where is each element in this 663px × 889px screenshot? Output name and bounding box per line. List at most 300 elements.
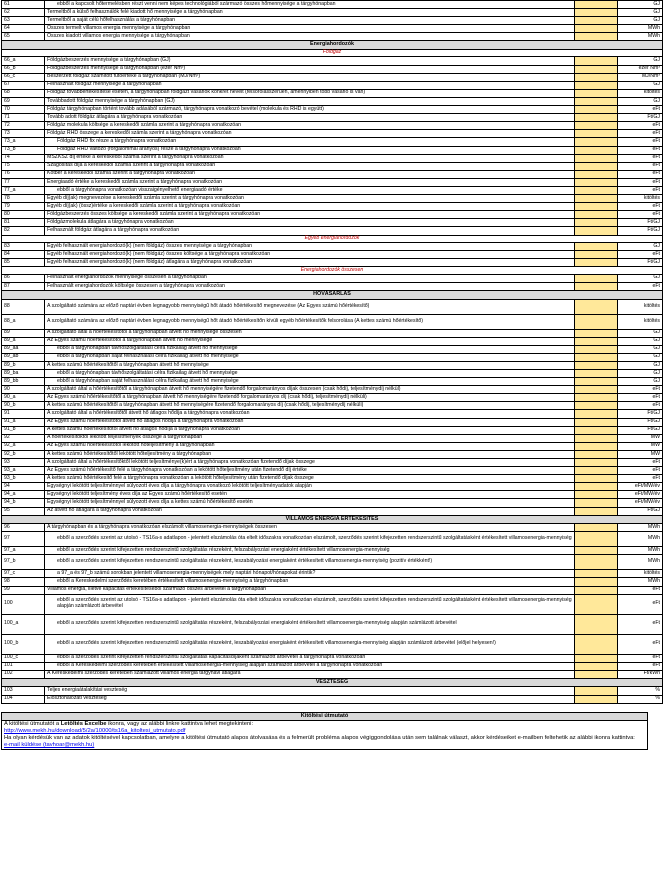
row-unit: eFt [618, 475, 663, 483]
row-unit: eFt [618, 662, 663, 670]
value-input-cell[interactable] [575, 475, 618, 483]
row-description: Felhasznált energiahordozók költsége összesen a tárgyhónapra vonatkozóan [45, 282, 575, 290]
value-input-cell[interactable] [575, 547, 618, 555]
row-description: Egyéb felhasznált energiahordozó(k) (nem földgáz) összes költsége a tárgyhónapra vonatkozóan [45, 251, 575, 259]
table-row [2, 614, 663, 634]
row-code: 74 [2, 154, 45, 162]
value-input-cell[interactable] [575, 227, 618, 235]
value-input-cell[interactable] [575, 670, 618, 678]
row-code: 88_a [2, 314, 45, 329]
row-description: Egységnyi lekötött teljesítménnyel súlyozott éves díja a kettes számú hőértékesítő esetén [45, 499, 575, 507]
row-unit: MW [618, 442, 663, 450]
value-input-cell[interactable] [575, 170, 618, 178]
value-input-cell[interactable] [575, 555, 618, 570]
row-description: Az Egyes számú hőértékesítőtől a tárgyhónapban átvett hő mennyisége [45, 337, 575, 345]
row-code: 91_a [2, 418, 45, 426]
row-description: Földgáz RHD változó (forgalommal arányos) része a tárgyhónapra vonatkozóan [45, 146, 575, 154]
row-code: 97 [2, 532, 45, 547]
row-code: 73_a [2, 138, 45, 146]
value-input-cell[interactable] [575, 186, 618, 194]
row-description: Villamos energia, illetve kapacitás értékesítéséből származó összes árbevétel a tárgyhónapban [45, 586, 575, 594]
row-description: Termeltből a saját célú hőfelhasználás a tárgyhónapban [45, 17, 575, 25]
value-input-cell[interactable] [575, 499, 618, 507]
row-description: ebből a kapcsolt hőtermelésben részt venni nem képes technológiából származó összes hőmennyisége a tárgyhónapban [45, 1, 575, 9]
value-input-cell[interactable] [575, 378, 618, 386]
value-input-cell[interactable] [575, 361, 618, 369]
value-input-cell[interactable] [575, 146, 618, 154]
table-row [2, 386, 663, 394]
value-input-cell[interactable] [575, 259, 618, 267]
section-label: Energiahordozók [2, 41, 663, 50]
row-description: A szolgáltató által a hőértékesítőtől átvett hő átlagos hődíja a tárgyhónapra vonatkozóan [45, 410, 575, 418]
table-row [2, 259, 663, 267]
value-input-cell[interactable] [575, 89, 618, 97]
value-input-cell[interactable] [575, 426, 618, 434]
value-input-cell[interactable] [575, 450, 618, 458]
row-code: 100_a [2, 614, 45, 634]
subsection-label: Földgáz [2, 49, 663, 57]
row-unit: eFt [618, 203, 663, 211]
value-input-cell[interactable] [575, 9, 618, 17]
table-row [2, 483, 663, 491]
subsection-header [2, 235, 663, 243]
row-code: 94_a [2, 491, 45, 499]
row-unit: eFt [618, 211, 663, 219]
row-unit: eFt [618, 170, 663, 178]
row-code: 66_b [2, 65, 45, 73]
row-description: Az Egyes számú hőértékesítőtől lekötött hőteljesítmény a tárgyhónapban [45, 442, 575, 450]
value-input-cell[interactable] [575, 459, 618, 467]
value-input-cell[interactable] [575, 299, 618, 314]
row-description: ebből a szerződés szerint kifejezetten rendszerszintű szolgáltatás részeként, leszabályozási energiaként értékesített villamosenergia-mennyiség alapján számlázott árbevétel (előjel helyesen!) [45, 634, 575, 654]
data-table [1, 0, 663, 704]
table-row [2, 299, 663, 314]
row-unit: GJ [618, 9, 663, 17]
row-description: Teljes energiaátalakítási veszteség [45, 687, 575, 695]
row-unit: GJ [618, 353, 663, 361]
row-code: 77_a [2, 186, 45, 194]
row-description: A tárgyhónapban és a tárgyhónapra vonatkozóan elszámolt villamosenergia-mennyiségek összesen [45, 524, 575, 532]
value-input-cell[interactable] [575, 369, 618, 377]
value-input-cell[interactable] [575, 122, 618, 130]
row-description: Termeltből a külső felhasználók felé kiadott hő mennyisége a tárgyhónapban [45, 9, 575, 17]
row-unit: eFt/MW/év [618, 491, 663, 499]
value-input-cell[interactable] [575, 570, 618, 578]
row-unit: MW [618, 434, 663, 442]
section-header [2, 678, 663, 687]
value-input-cell[interactable] [575, 467, 618, 475]
row-unit: MWh [618, 547, 663, 555]
table-row [2, 378, 663, 386]
row-description: Az Egyes számú hőértékesítőtől átvett hő átlagos hődíja a tárgyhónapra vonatkozóan [45, 418, 575, 426]
row-unit: GJ [618, 361, 663, 369]
value-input-cell[interactable] [575, 243, 618, 251]
row-unit: GJ [618, 369, 663, 377]
row-description: Egyéb díj(ak) (össz)értéke a kereskedői számla szerint a tárgyhónapra vonatkozóan [45, 203, 575, 211]
row-unit: GJ [618, 337, 663, 345]
table-row [2, 73, 663, 81]
row-code: 103 [2, 687, 45, 695]
table-row [2, 695, 663, 703]
mail-line [2, 742, 647, 749]
row-code: 93_a [2, 467, 45, 475]
row-unit: GJ [618, 378, 663, 386]
subsection-header [2, 267, 663, 275]
table-row [2, 25, 663, 33]
row-unit: eFt [618, 251, 663, 259]
row-description: Földgáz RHD összege a kereskedői számla szerint a tárgyhónapra vonatkozóan [45, 130, 575, 138]
row-code: 70 [2, 106, 45, 114]
row-description: Az Egyes számú hőértékesítő felé a tárgyhónapra vonatkozóan a lekötött hőteljesítmény után fizetendő díj értéke [45, 467, 575, 475]
row-description: ebből a tárgyhónapban saját felhasználási célra fizikailag átvett hő mennyisége [45, 353, 575, 361]
table-row [2, 314, 663, 329]
row-code: 78 [2, 195, 45, 203]
value-input-cell[interactable] [575, 394, 618, 402]
table-row [2, 578, 663, 586]
table-row [2, 361, 663, 369]
table-row [2, 203, 663, 211]
value-input-cell[interactable] [575, 17, 618, 25]
row-code: 68 [2, 89, 45, 97]
section-header [2, 41, 663, 50]
row-description: A Kereskedelmi szerződés keretében számlázott villamos energia tárgyhavi átlagára [45, 670, 575, 678]
table-row [2, 570, 663, 578]
row-unit: MWh [618, 33, 663, 41]
row-code: 93_b [2, 475, 45, 483]
value-input-cell[interactable] [575, 614, 618, 634]
section-label: HŐVÁSÁRLÁS [2, 291, 663, 300]
row-unit: eFt [618, 178, 663, 186]
row-code: 75 [2, 162, 45, 170]
value-input-cell[interactable] [575, 662, 618, 670]
row-description: ebből a szerződés szerint kifejezetten rendszerszintű szolgáltatás részeként, leszabályozási energiaként értékesített villamosenergia-mennyiség (pozitív értékként!) [45, 555, 575, 570]
row-code: 97_a [2, 547, 45, 555]
value-input-cell[interactable] [575, 594, 618, 614]
row-unit: kitöltés [618, 314, 663, 329]
row-code: 98 [2, 578, 45, 586]
row-description: A kettes számú hőértékesítőtől átvett hő átlagos hődíja a tárgyhónapra vonatkozóan [45, 426, 575, 434]
row-unit: eFt [618, 402, 663, 410]
value-input-cell[interactable] [575, 57, 618, 65]
table-row [2, 450, 663, 458]
row-code: 90_b [2, 402, 45, 410]
row-code: 87 [2, 282, 45, 290]
table-row [2, 274, 663, 282]
value-input-cell[interactable] [575, 386, 618, 394]
value-input-cell[interactable] [575, 114, 618, 122]
row-code: 92_b [2, 450, 45, 458]
row-description: Egyéb felhasznált energiahordozó(k) (nem földgáz) átlagára a tárgyhónapra vonatkozóan [45, 259, 575, 267]
row-description: Felhasznált földgáz mennyisége a tárgyhónapban [45, 81, 575, 89]
row-code: 89_aa [2, 345, 45, 353]
row-code: 100_b [2, 634, 45, 654]
row-code: 99 [2, 586, 45, 594]
table-row [2, 146, 663, 154]
row-unit: Ft/GJ [618, 426, 663, 434]
row-description: Tovább adott földgáz átlagára a tárgyhónapra vonatkozóan [45, 114, 575, 122]
row-description: A szolgáltató által a hőértékesítőtől a tárgyhónapban átvett hő mennyiségére fizetendő forgalomarányos díjak összesen (csak hődíj, teljesítménydíj nélkül) [45, 386, 575, 394]
table-row [2, 178, 663, 186]
table-row [2, 442, 663, 450]
row-description: ebből a Kereskedelmi szerződés keretében értékesített villamosenergia-mennyiség alapján számlázott árbevétel a tárgyhónapra vonatkozóan [45, 662, 575, 670]
table-row [2, 57, 663, 65]
row-unit: GJ [618, 1, 663, 9]
data-sheet [1, 0, 660, 750]
send-email-link[interactable]: e-mail küldése (tavhoar@mekh.hu) [4, 742, 95, 749]
row-description: Földgázbeszerzés összes költsége a kereskedői számla szerint a tárgyhónapra vonatkozóan [45, 211, 575, 219]
row-description: ebből a tárgyhónapban távhőszolgáltatási célra fizikailag átvett hő mennyisége [45, 369, 575, 377]
value-input-cell[interactable] [575, 130, 618, 138]
row-code: 89_ab [2, 353, 45, 361]
value-input-cell[interactable] [575, 33, 618, 41]
table-row [2, 369, 663, 377]
table-row [2, 434, 663, 442]
row-unit: eFt [618, 130, 663, 138]
table-row [2, 394, 663, 402]
table-row [2, 138, 663, 146]
row-description: Földgáz RHD fix része a tárgyhónapra vonatkozóan [45, 138, 575, 146]
row-code: 92_a [2, 442, 45, 450]
value-input-cell[interactable] [575, 314, 618, 329]
row-unit: eFt [618, 614, 663, 634]
table-row [2, 547, 663, 555]
row-unit: eFt [618, 654, 663, 662]
value-input-cell[interactable] [575, 1, 618, 9]
row-unit: MJ/Nm³ [618, 73, 663, 81]
row-code: 84 [2, 251, 45, 259]
table-row [2, 9, 663, 17]
row-unit: eFt [618, 106, 663, 114]
value-input-cell[interactable] [575, 274, 618, 282]
row-unit: MWh [618, 532, 663, 547]
table-row [2, 662, 663, 670]
row-code: 61 [2, 1, 45, 9]
row-unit: eFt [618, 122, 663, 130]
row-description: Földgáz továbbértékesítése esetén, a tárgyhónapban földgázt vásárlók konkrét neveit (felsorolásszerűen, amennyiben több vásárló is van) [45, 89, 575, 97]
value-input-cell[interactable] [575, 162, 618, 170]
row-code: 77 [2, 178, 45, 186]
value-input-cell[interactable] [575, 178, 618, 186]
guide-pdf-link[interactable]: http://www.mekh.hu/download/5/2a/10000/ts16a_kitoltesi_utmutato.pdf [4, 727, 186, 734]
value-input-cell[interactable] [575, 65, 618, 73]
value-input-cell[interactable] [575, 25, 618, 33]
value-input-cell[interactable] [575, 211, 618, 219]
value-input-cell[interactable] [575, 337, 618, 345]
value-input-cell[interactable] [575, 434, 618, 442]
row-description: ebből a szerződés szerint az utolsó - TS16a-s adatlapon - jelentett elszámolás óta eltelt időszakra vonatkozóan elszámolt, szerződés szerint kifejezetten rendszerszintű szolgáltatásként értékesített villamosenergia-mennyiség [45, 532, 575, 547]
table-row [2, 33, 663, 41]
table-row [2, 402, 663, 410]
value-input-cell[interactable] [575, 418, 618, 426]
table-row [2, 130, 663, 138]
guide-title: Kitöltési útmutató [2, 712, 647, 721]
value-input-cell[interactable] [575, 442, 618, 450]
table-row [2, 507, 663, 515]
subsection-label: Egyéb energiahordozók [2, 235, 663, 243]
table-row [2, 243, 663, 251]
row-code: 83 [2, 243, 45, 251]
row-unit: MWh [618, 524, 663, 532]
row-code: 91_b [2, 426, 45, 434]
value-input-cell[interactable] [575, 410, 618, 418]
table-row [2, 227, 663, 235]
row-description: Az Egyes számú hőértékesítőtől a tárgyhónapban átvett hő mennyiségére fizetendő forgalomarányos díj (csak hődíj, teljesítménydíj nélküli) [45, 394, 575, 402]
row-code: 97_b [2, 555, 45, 570]
row-code: 72 [2, 122, 45, 130]
guide-intro [2, 721, 647, 728]
value-input-cell[interactable] [575, 154, 618, 162]
value-input-cell[interactable] [575, 491, 618, 499]
row-description: Kötbér a kereskedői számla szerint a tárgyhónapra vonatkozóan [45, 170, 575, 178]
value-input-cell[interactable] [575, 73, 618, 81]
value-input-cell[interactable] [575, 634, 618, 654]
value-input-cell[interactable] [575, 81, 618, 89]
row-unit: Ft/GJ [618, 507, 663, 515]
table-row [2, 89, 663, 97]
row-unit: Ft/GJ [618, 418, 663, 426]
row-code: 82 [2, 227, 45, 235]
row-description: ebből a tárgyhónapban távhőszolgáltatási célra fizikailag átvett hő mennyisége [45, 345, 575, 353]
row-description: ebből a tárgyhónapban saját felhasználási célra fizikailag átvett hő mennyisége [45, 378, 575, 386]
row-code: 80 [2, 211, 45, 219]
table-row [2, 418, 663, 426]
row-unit: eFt [618, 146, 663, 154]
row-description: Földgázmolekula átlagára a tárgyhónapra vonatkozóan [45, 219, 575, 227]
row-code: 92 [2, 434, 45, 442]
row-code: 63 [2, 17, 45, 25]
row-unit: kitöltés [618, 195, 663, 203]
row-description: Egységnyi lekötött teljesítmény éves díja az Egyes számú hőértékesítő esetén [45, 491, 575, 499]
value-input-cell[interactable] [575, 578, 618, 586]
row-unit: eFt [618, 634, 663, 654]
value-input-cell[interactable] [575, 138, 618, 146]
row-unit: kitöltés [618, 570, 663, 578]
table-row [2, 211, 663, 219]
value-input-cell[interactable] [575, 524, 618, 532]
row-description: Az átvett hő átlagára a tárgyhónapra vonatkozóan [45, 507, 575, 515]
row-unit: Ft/GJ [618, 227, 663, 235]
row-unit: GJ [618, 243, 663, 251]
row-description: ebből a szerződés szerint az utolsó - TS16a-s adatlapon - jelentett elszámolás óta eltelt időszakra vonatkozóan elszámolt, szerződés szerint kifejezetten rendszerszintű szolgáltatásként értékesített villamosenergia-mennyiség alapján számlázott árbevétel [45, 594, 575, 614]
row-code: 66_c [2, 73, 45, 81]
row-description: A szolgáltató által a hőértékesítőktől lekötött teljesítménye(k)ért a tárgyhónapra vonatkozóan fizetendő díjak összege [45, 459, 575, 467]
table-row [2, 97, 663, 105]
guide-box [1, 712, 648, 751]
row-description: ebből a szerződés szerint kifejezetten rendszerszintű szolgáltatás részeként, felszabályozási energiaként értékesített villamosenergia-mennyiség alapján számlázott árbevétel [45, 614, 575, 634]
table-row [2, 154, 663, 162]
row-unit: ezer Nm³ [618, 65, 663, 73]
row-unit: GJ [618, 274, 663, 282]
value-input-cell[interactable] [575, 203, 618, 211]
row-unit: GJ [618, 57, 663, 65]
row-unit: eFt [618, 594, 663, 614]
row-description: A kettes számú hőértékesítőtől a tárgyhónapban átvett hő mennyiségére fizetendő forgalomarányos díj (csak hődíj, teljesítménydíj nélküli) [45, 402, 575, 410]
value-input-cell[interactable] [575, 219, 618, 227]
value-input-cell[interactable] [575, 586, 618, 594]
row-description: A hőértékesítőktől lekötött teljesítmények összege a tárgyhónapban [45, 434, 575, 442]
row-description: Elosztóhálózati veszteség [45, 695, 575, 703]
table-row [2, 65, 663, 73]
row-unit: eFt [618, 586, 663, 594]
row-unit: eFt [618, 282, 663, 290]
table-row [2, 687, 663, 695]
value-input-cell[interactable] [575, 251, 618, 259]
value-input-cell[interactable] [575, 483, 618, 491]
table-row [2, 491, 663, 499]
value-input-cell[interactable] [575, 532, 618, 547]
table-row [2, 634, 663, 654]
row-unit: Ft/GJ [618, 219, 663, 227]
row-description: Összes termelt villamos energia mennyisége a tárgyhónapban [45, 25, 575, 33]
row-code: 65 [2, 33, 45, 41]
row-code: 88 [2, 299, 45, 314]
row-code: 101 [2, 662, 45, 670]
row-code: 71 [2, 114, 45, 122]
row-description: A kettes számú hőértékesítő felé a tárgyhónapra vonatkozóan a lekötött hőteljesítmény után fizetendő díjak összege [45, 475, 575, 483]
row-code: 89_bb [2, 378, 45, 386]
value-input-cell[interactable] [575, 97, 618, 105]
row-description: Egyéb felhasznált energiahordozó(k) (nem földgáz) összes mennyisége a tárgyhónapban [45, 243, 575, 251]
table-row [2, 555, 663, 570]
table-row [2, 337, 663, 345]
row-description: A kettes számú hőértékesítőtől a tárgyhónapban átvett hő mennyisége [45, 361, 575, 369]
table-row [2, 186, 663, 194]
row-unit: GJ [618, 345, 663, 353]
row-unit: Ft/GJ [618, 410, 663, 418]
value-input-cell[interactable] [575, 345, 618, 353]
row-code: 64 [2, 25, 45, 33]
value-input-cell[interactable] [575, 282, 618, 290]
value-input-cell[interactable] [575, 402, 618, 410]
row-description: ebből a tárgyhónapra vonatkozóan visszaigényelhető energiaadó értéke [45, 186, 575, 194]
value-input-cell[interactable] [575, 195, 618, 203]
row-description: Felhasznált energiahordozók mennyisége összesen a tárgyhónapban [45, 274, 575, 282]
row-code: 67 [2, 81, 45, 89]
row-code: 89_a [2, 337, 45, 345]
table-row [2, 475, 663, 483]
row-code: 62 [2, 9, 45, 17]
row-unit: eFt/MW/év [618, 483, 663, 491]
row-unit: eFt [618, 386, 663, 394]
table-row [2, 426, 663, 434]
value-input-cell[interactable] [575, 106, 618, 114]
value-input-cell[interactable] [575, 329, 618, 337]
row-unit: eFt [618, 138, 663, 146]
row-code: 66_a [2, 57, 45, 65]
row-code: 90 [2, 386, 45, 394]
row-unit: MWh [618, 25, 663, 33]
row-unit: eFt [618, 154, 663, 162]
row-unit: % [618, 687, 663, 695]
row-unit: GJ [618, 17, 663, 25]
table-row [2, 524, 663, 532]
value-input-cell[interactable] [575, 353, 618, 361]
row-unit: GJ [618, 81, 663, 89]
guide-intro-text-end: ikonra, vagy az alábbi linkre kattintva lehet megtekinteni: [106, 720, 254, 727]
row-unit: eFt [618, 186, 663, 194]
value-input-cell[interactable] [575, 687, 618, 695]
row-description: A szolgáltató számára az előző naptári évben legnagyobb mennyiségű hőt átadó hőértékesítőn kívüli egyéb hőértékesítők felsorolása (A kettes számú hőértékesítő) [45, 314, 575, 329]
value-input-cell[interactable] [575, 507, 618, 515]
table-row [2, 353, 663, 361]
row-description: A szolgáltató által a hőértékesítőtől a tárgyhónapban átvett hő mennyisége összesen [45, 329, 575, 337]
value-input-cell[interactable] [575, 654, 618, 662]
row-code: 100 [2, 594, 45, 614]
value-input-cell[interactable] [575, 695, 618, 703]
row-code: 89_b [2, 361, 45, 369]
row-unit: eFt [618, 162, 663, 170]
row-unit: MW [618, 450, 663, 458]
